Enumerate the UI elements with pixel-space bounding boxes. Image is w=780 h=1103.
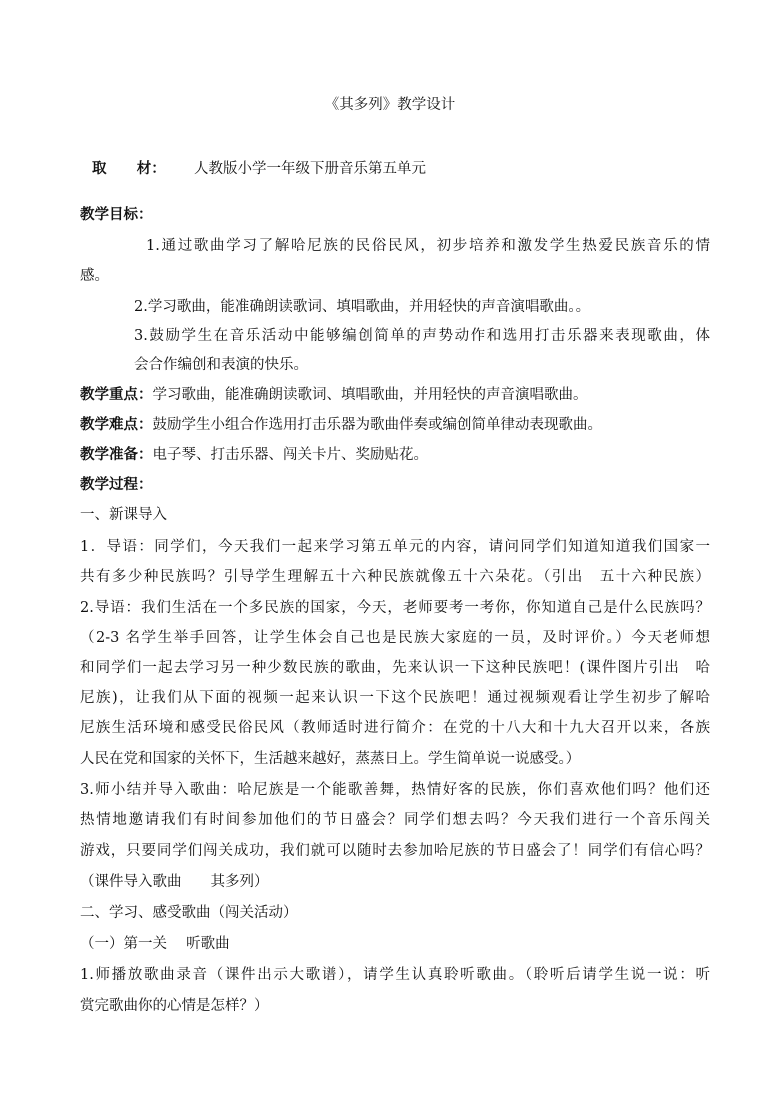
difficulties-label: 教学难点：: [80, 416, 153, 433]
paragraph-2-line-5: 尼族生活环境和感受民俗民风（教师适时进行简介：在党的十八大和十九大召开以来，各族: [80, 720, 710, 736]
paragraph-1-line-2: 共有多少种民族吗？引导学生理解五十六种民族就像五十六朵花。（引出 五十六种民族）: [80, 569, 710, 585]
paragraph-2-line-6: 人民在党和国家的关怀下，生活越来越好，蒸蒸日上。学生简单说一说感受。）: [80, 751, 581, 767]
objective-1-line-1: 1.通过歌曲学习了解哈尼族的民俗民风，初步培养和激发学生热爱民族音乐的情: [146, 238, 710, 254]
material-label: 取 材：: [92, 160, 166, 177]
paragraph-4-line-2: 赏完歌曲你的心情是怎样？）: [80, 998, 269, 1014]
key-points: [80, 385, 710, 405]
section-2-heading: 二、学习、感受歌曲（闯关活动）: [80, 905, 298, 921]
paragraph-3-line-4: （课件导入歌曲 其多列）: [80, 874, 269, 890]
paragraph-4-line-1: 1.师播放歌曲录音（课件出示大歌谱），请学生认真聆听歌曲。（聆听后请学生说一说：听: [80, 967, 710, 983]
paragraph-2-line-3: 和同学们一起去学习另一种少数民族的歌曲，先来认识一下这种民族吧！(课件图片引出 哈: [80, 660, 710, 676]
key-points-label: 教学重点：: [80, 386, 153, 403]
section-1-heading: 一、新课导入: [80, 507, 167, 523]
paragraph-2-line-2: （2-3 名学生举手回答，让学生体会自己也是民族大家庭的一员，及时评价。）今天老师想: [80, 630, 710, 646]
paragraph-3-line-2: 热情地邀请我们有时间参加他们的节日盛会？同学们想去吗？今天我们进行一个音乐闯关: [80, 812, 710, 828]
objective-1-line-2: 感。: [80, 268, 109, 284]
objective-2: 2.学习歌曲，能准确朗读歌词、填唱歌曲，并用轻快的声音演唱歌曲。。: [134, 299, 591, 315]
paragraph-2-line-4: 尼族)，让我们从下面的视频一起来认识一下这个民族吧！通过视频观看让学生初步了解哈: [80, 690, 710, 706]
preparation-text: 电子琴、打击乐器、闯关卡片、奖励贴花。: [152, 447, 428, 463]
paragraph-3-line-1: 3.师小结并导入歌曲：哈尼族是一个能歌善舞，热情好客的民族，你们喜欢他们吗？他们还: [80, 782, 710, 798]
preparation-label: 教学准备：: [80, 446, 153, 463]
key-points-text: 学习歌曲，能准确朗读歌词、填唱歌曲，并用轻快的声音演唱歌曲。: [152, 387, 588, 403]
paragraph-3-line-3: 游戏，只要同学们闯关成功，我们就可以随时去参加哈尼族的节日盛会了！同学们有信心吗？: [80, 843, 710, 859]
document-title: 《其多列》教学设计: [324, 97, 456, 113]
difficulties-text: 鼓励学生小组合作选用打击乐器为歌曲伴奏或编创简单律动表现歌曲。: [152, 417, 602, 433]
paragraph-1-line-1: 1．导语：同学们，今天我们一起来学习第五单元的内容，请问同学们知道知道我们国家一: [80, 539, 710, 555]
objectives-heading: 教学目标：: [80, 206, 153, 223]
paragraph-2-line-1: 2.导语：我们生活在一个多民族的国家，今天，老师要考一考你，你知道自己是什么民族吗？: [80, 600, 710, 616]
objective-3-line-2: 会合作编创和表演的快乐。: [134, 357, 308, 373]
difficulties: [80, 415, 710, 435]
subsection-1-heading: （一）第一关 听歌曲: [80, 936, 230, 952]
material-value: 人教版小学一年级下册音乐第五单元: [194, 161, 426, 177]
process-heading: 教学过程：: [80, 476, 153, 493]
preparation: [80, 445, 710, 465]
objective-3-line-1: 3.鼓励学生在音乐活动中能够编创简单的声势动作和选用打击乐器来表现歌曲，体: [134, 328, 710, 344]
